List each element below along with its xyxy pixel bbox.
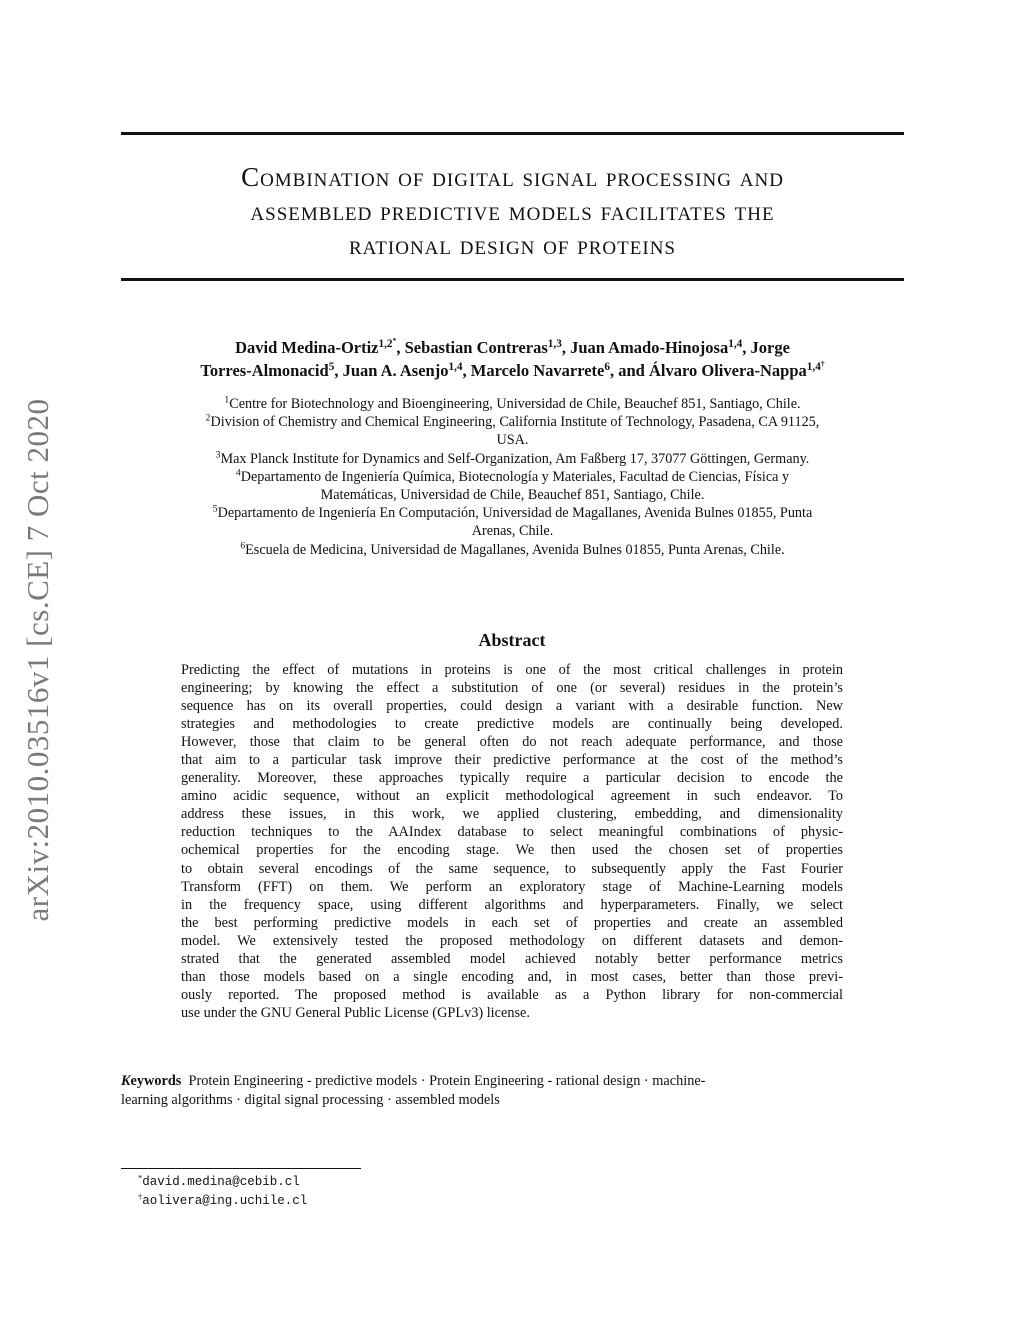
author-6: Marcelo Navarrete (470, 361, 605, 380)
abstract-line: However, those that claim to be general often do not reach adequate performance, and those (181, 734, 843, 751)
keywords-label-initial: K (121, 1073, 131, 1089)
abstract-line: amino acidic sequence, without an explicit methodological agreement in such endeavor. To (181, 788, 843, 805)
abstract-heading: Abstract (478, 630, 546, 650)
abstract-line: model. We extensively tested the proposed methodology on different datasets and demon- (181, 932, 843, 949)
author-line-2 (121, 359, 904, 382)
abstract-line: engineering; by knowing the effect a substitution of one (or several) residues in the protein’s (181, 680, 843, 697)
affiliation-number: 1 (224, 394, 230, 406)
arxiv-identifier: arXiv:2010.03516v1 [cs.CE] 7 Oct 2020 (20, 398, 55, 922)
footnote-rule (121, 1168, 361, 1169)
abstract-line: reduction techniques to the AAIndex database to select meaningful combinations of physic- (181, 824, 843, 841)
author-1-affil: 1,2 (378, 337, 393, 350)
author-6-affil: 6 (604, 360, 610, 373)
abstract-line: the best performing predictive models in each set of properties and create an assembled (181, 914, 843, 931)
keywords-label: eywords (130, 1073, 182, 1089)
affiliation-1 (110, 395, 915, 413)
abstract-line: strated that the generated assembled model achieved notably better performance metrics (181, 950, 843, 967)
footnote-mark: † (138, 1191, 143, 1202)
author-7-affil: 1,4 (806, 360, 821, 373)
author-1: David Medina-Ortiz (235, 338, 379, 357)
affiliation-3 (110, 450, 915, 468)
footnotes (138, 1173, 307, 1211)
affiliation-5 (110, 504, 915, 522)
affiliation-number: 6 (240, 540, 246, 552)
author-separator: , (742, 338, 751, 357)
footnote-email-link[interactable]: david.medina@cebib.cl (142, 1175, 300, 1189)
abstract-line: than those models based on a single encoding and, in most cases, better than those previ- (181, 968, 843, 985)
abstract-line: sequence has on its overall properties, could design a variant with a desirable function. New (181, 698, 843, 715)
abstract-line: strategies and methodologies to create predictive models are continually being developed. (181, 716, 843, 733)
author-separator: , (561, 338, 571, 357)
author-1-mark: * (392, 335, 397, 345)
author-separator: , (334, 361, 343, 380)
author-separator: , (396, 338, 405, 357)
abstract-line: Transform (FFT) on them. We perform an exploratory stage of Machine-Learning models (181, 878, 843, 895)
author-7-mark: † (820, 358, 825, 368)
keywords-line-2: learning algorithms · digital signal processing · assembled models (121, 1091, 500, 1108)
paper-title (121, 160, 904, 262)
affiliation-number: 2 (205, 412, 211, 424)
affiliation-text: Escuela de Medicina, Universidad de Magallanes, Avenida Bulnes 01855, Punta Arenas, Chile. (245, 541, 785, 558)
author-4-first: Jorge (750, 338, 790, 357)
author-7: Álvaro Olivera-Nappa (648, 361, 807, 380)
title-rule-top (121, 132, 904, 135)
affiliation-number: 4 (235, 467, 241, 479)
abstract-line: use under the GNU General Public License (GPLv3) license. (181, 1004, 530, 1021)
footnote-email-link[interactable]: aolivera@ing.uchile.cl (142, 1194, 308, 1208)
author-5: Juan A. Asenjo (342, 361, 449, 380)
author-list (121, 336, 904, 382)
title-rule-bottom (121, 278, 904, 281)
abstract-line: ously reported. The proposed method is available as a Python library for non-commercial (181, 986, 843, 1003)
affiliation-list (110, 395, 915, 559)
keywords-line-1 (121, 1072, 887, 1091)
affiliation-number: 3 (215, 449, 221, 461)
affiliation-text: Max Planck Institute for Dynamics and Self-Organization, Am Faßberg 17, 37077 Göttingen, Germany. (220, 450, 810, 467)
affiliation-text: Division of Chemistry and Chemical Engineering, California Institute of Technology, Pasadena, CA 91125, (210, 414, 820, 431)
title-line-3: rational design of proteins (349, 230, 676, 260)
affiliation-6 (110, 541, 915, 559)
author-3-affil: 1,4 (728, 337, 743, 350)
author-separator: , (462, 361, 471, 380)
author-2-affil: 1,3 (547, 337, 562, 350)
author-3: Juan Amado-Hinojosa (570, 338, 729, 357)
keywords-text: Protein Engineering - predictive models · Protein Engineering - rational design · machine- (188, 1073, 706, 1089)
abstract-body (181, 661, 843, 1022)
abstract-line: that aim to a particular task improve their predictive performance at the cost of the method’s (181, 752, 843, 769)
author-4-affil: 5 (328, 360, 335, 373)
author-2: Sebastian Contreras (404, 338, 548, 357)
affiliation-2-cont: USA. (496, 432, 529, 449)
affiliation-5-cont: Arenas, Chile. (471, 523, 554, 540)
affiliation-2 (110, 413, 915, 431)
affiliation-4-cont: Matemáticas, Universidad de Chile, Beauchef 851, Santiago, Chile. (320, 487, 705, 504)
affiliation-number: 5 (212, 503, 218, 515)
title-line-1: Combination of digital signal processing and (241, 162, 784, 192)
footnote-2 (138, 1192, 307, 1211)
author-5-affil: 1,4 (448, 360, 463, 373)
abstract-line: generality. Moreover, these approaches typically require a particular decision to encode the (181, 770, 843, 787)
title-line-2: assembled predictive models facilitates the (250, 196, 775, 226)
author-and: , and (609, 361, 649, 380)
abstract-line: in the frequency space, using different algorithms and hyperparameters. Finally, we select (181, 896, 843, 913)
author-line-1 (121, 336, 904, 359)
abstract-line: address these issues, in this work, we applied clustering, embedding, and dimensionality (181, 806, 843, 823)
arxiv-side-stamp (8, 0, 68, 1325)
affiliation-text: Departamento de Ingeniería En Computación, Universidad de Magallanes, Avenida Bulnes 01855, Punta (217, 505, 813, 522)
affiliation-4 (110, 468, 915, 486)
abstract-line: ochemical properties for the encoding stage. We then used the chosen set of properties (181, 842, 843, 859)
abstract-line: to obtain several encodings of the same sequence, to subsequently apply the Fast Fourier (181, 860, 843, 877)
affiliation-text: Centre for Biotechnology and Bioengineering, Universidad de Chile, Beauchef 851, Santiago, Chile. (229, 396, 801, 412)
footnote-1 (138, 1173, 307, 1192)
affiliation-text: Departamento de Ingeniería Química, Biotecnología y Materiales, Facultad de Ciencias, Física y (240, 468, 790, 485)
author-4-last: Torres-Almonacid (200, 361, 329, 380)
abstract-line: Predicting the effect of mutations in proteins is one of the most critical challenges in protein (181, 662, 843, 678)
footnote-mark: * (138, 1172, 143, 1183)
keywords-section (121, 1072, 887, 1109)
